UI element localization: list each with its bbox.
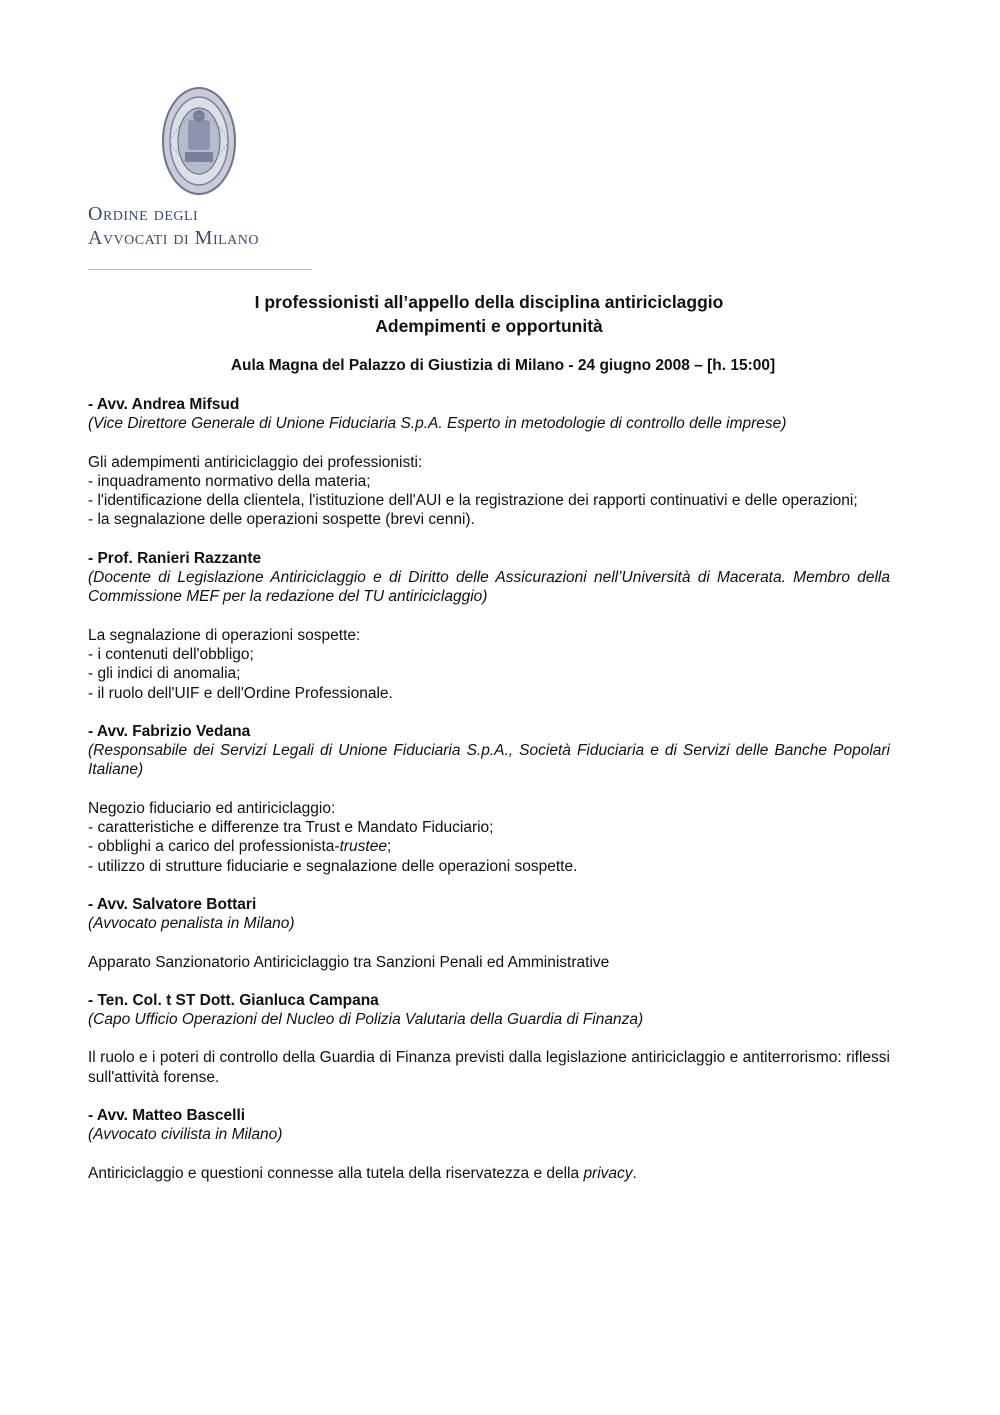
- speaker-name: - Avv. Fabrizio Vedana: [88, 722, 251, 740]
- topic-text-tail: .: [632, 1164, 637, 1182]
- program-content: [88, 395, 890, 1183]
- topic-item: - la segnalazione delle operazioni sospette (brevi cenni).: [88, 511, 475, 529]
- topic-item: - caratteristiche e differenze tra Trust e Mandato Fiduciario;: [88, 819, 494, 837]
- letterhead-divider: [88, 269, 312, 270]
- topic-list: [88, 645, 890, 703]
- topic-item-text: - obblighi a carico del professionista-: [88, 838, 340, 856]
- topic-item: - i contenuti dell'obbligo;: [88, 645, 254, 663]
- topic-item: [88, 837, 890, 856]
- speaker-section-campana: [88, 991, 890, 1087]
- speaker-name: - Avv. Matteo Bascelli: [88, 1107, 246, 1125]
- seal-icon: [161, 86, 237, 196]
- document-title: [0, 290, 978, 338]
- speaker-role: (Avvocato penalista in Milano): [88, 915, 295, 933]
- topic-item-tail: ;: [386, 838, 392, 856]
- speaker-role: (Responsabile dei Servizi Legali di Unione Fiduciaria S.p.A., Società Fiduciaria e di Servizi delle Banche Popolari Italiane): [88, 742, 890, 779]
- topic-text-italic: privacy: [583, 1164, 633, 1182]
- topic-intro: Gli adempimenti antiriciclaggio dei professionisti:: [88, 453, 423, 471]
- org-name-line2: Avvocati di Milano: [88, 227, 259, 249]
- speaker-role: (Capo Ufficio Operazioni del Nucleo di Polizia Valutaria della Guardia di Finanza): [88, 1011, 644, 1029]
- speaker-section-bottari: [88, 895, 890, 972]
- topic-text-main: Antiriciclaggio e questioni connesse alla tutela della riservatezza e della: [88, 1164, 584, 1182]
- title-line1: I professionisti all’appello della disciplina antiriciclaggio: [254, 292, 724, 312]
- org-name-line1: Ordine degli: [88, 203, 199, 225]
- topic-item: - l'identificazione della clientela, l'istituzione dell'AUI e la registrazione dei rapporti continuativi e delle operazioni;: [88, 492, 858, 510]
- topic-item: - il ruolo dell'UIF e dell'Ordine Professionale.: [88, 684, 393, 702]
- speaker-name: - Avv. Andrea Mifsud: [88, 396, 240, 413]
- speaker-section-bascelli: [88, 1106, 890, 1183]
- topic-text: Il ruolo e i poteri di controllo della Guardia di Finanza previsti dalla legislazione antiriciclaggio e antiterrorismo: riflessi sull'attività forense.: [88, 1049, 890, 1086]
- letterhead-logo: [88, 86, 312, 272]
- organization-name: [88, 202, 312, 250]
- topic-item: - gli indici di anomalia;: [88, 665, 241, 683]
- topic-item: - utilizzo di strutture fiduciarie e segnalazione delle operazioni sospette.: [88, 857, 578, 875]
- speaker-role: (Avvocato civilista in Milano): [88, 1126, 283, 1144]
- topic-intro: La segnalazione di operazioni sospette:: [88, 626, 361, 644]
- topic-list: [88, 818, 890, 876]
- speaker-name: - Prof. Ranieri Razzante: [88, 549, 262, 567]
- speaker-section-mifsud: [88, 395, 890, 530]
- speaker-section-razzante: [88, 549, 890, 703]
- topic-item: - inquadramento normativo della materia;: [88, 472, 371, 490]
- title-line2: Adempimenti e opportunità: [375, 316, 603, 336]
- topic-item-italic: trustee: [339, 838, 387, 856]
- speaker-section-vedana: [88, 722, 890, 876]
- topic-text: [88, 1164, 890, 1183]
- topic-text: Apparato Sanzionatorio Antiriciclaggio tra Sanzioni Penali ed Amministrative: [88, 953, 610, 971]
- topic-intro: Negozio fiduciario ed antiriciclaggio:: [88, 799, 336, 817]
- topic-list: [88, 472, 890, 530]
- speaker-name: - Avv. Salvatore Bottari: [88, 895, 257, 913]
- speaker-role: (Docente di Legislazione Antiriciclaggio e di Diritto delle Assicurazioni nell’Università di Macerata. Membro della Commissione MEF per la redazione del TU antiriciclaggio): [88, 569, 890, 606]
- speaker-name: - Ten. Col. t ST Dott. Gianluca Campana: [88, 991, 379, 1009]
- event-venue-date: Aula Magna del Palazzo di Giustizia di Milano - 24 giugno 2008 – [h. 15:00]: [230, 357, 776, 374]
- speaker-role: (Vice Direttore Generale di Unione Fiduciaria S.p.A. Esperto in metodologie di controllo delle imprese): [88, 415, 787, 433]
